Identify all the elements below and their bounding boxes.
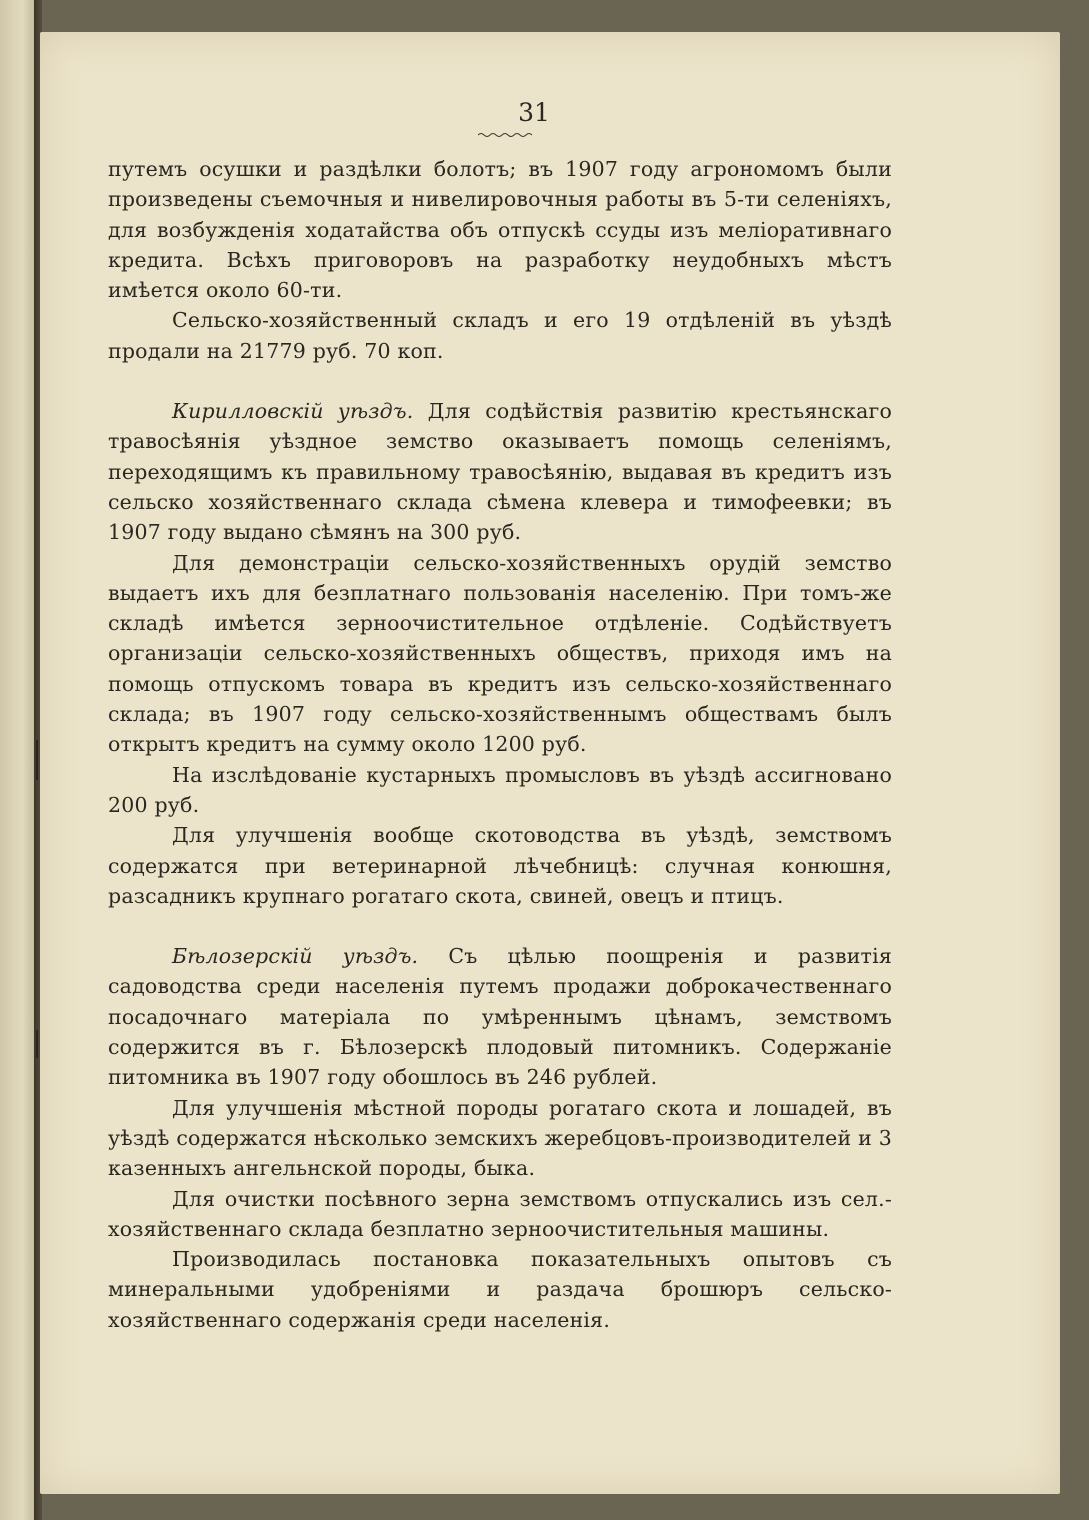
paragraph-text: На изслѣдованіе кустарныхъ промысловъ въ уѣздѣ ассигновано 200 руб. <box>108 762 892 817</box>
paragraph-text: Для улучшенія вообще скотоводства въ уѣздѣ, земствомъ содержатся при ветеринарной лѣчебницѣ: случная конюшня, разсадникъ крупнаго рогатаго скота, свиней, овецъ и птицъ. <box>108 823 892 908</box>
paragraph <box>108 1244 892 1335</box>
paragraph-text: Для очистки посѣвного зерна земствомъ отпускались изъ сел.-хозяйственнаго склада безплатно зерноочистительныя машины. <box>108 1186 892 1241</box>
paragraph <box>108 1184 892 1245</box>
paragraph-text: Для демонстраціи сельско-хозяйственныхъ орудій земство выдаетъ ихъ для безплатнаго пользованія населенію. При томъ-же складѣ имѣется зерноочистительное отдѣленіе. Содѣйствуетъ организаціи сельско-хозяйственныхъ обществъ, приходя имъ на помощь отпускомъ товара въ кредитъ изъ сельско-хозяйственнаго склада; въ 1907 году сельско-хозяйственнымъ обществамъ былъ открытъ кредитъ на сумму около 1200 руб. <box>108 550 892 757</box>
paragraph <box>108 941 892 1092</box>
margin-mark <box>36 1030 38 1058</box>
paragraph-text: Для улучшенія мѣстной породы рогатаго скота и лошадей, въ уѣздѣ содержатся нѣсколько земскихъ жеребцовъ-производителей и 3 казенныхъ ангельнской породы, быка. <box>108 1095 892 1181</box>
paragraph-text: Съ цѣлью поощренія и развитія садоводства среди населенія путемъ продажи доброкачественнаго посадочнаго матеріала по умѣреннымъ цѣнамъ, земствомъ содержится въ г. Бѣлозерскѣ плодовый питомникъ. Содержаніе питомника въ 1907 году обошлось въ 246 рублей. <box>108 944 892 1090</box>
district-heading: Бѣлозерскій уѣздъ. <box>172 944 419 969</box>
paragraph-text: Для содѣйствія развитію крестьянскаго травосѣянія уѣздное земство оказываетъ помощь селеніямъ, переходящимъ къ правильному травосѣянію, выдавая въ кредитъ изъ сельско хозяйственнаго склада сѣмена клевера и тимофеевки; въ 1907 году выдано сѣмянъ на 300 руб. <box>108 399 893 545</box>
district-heading: Кирилловскій уѣздъ. <box>172 399 414 424</box>
paragraph-text: путемъ осушки и раздѣлки болотъ; въ 1907 году агрономомъ были произведены съемочныя и нивелировочныя работы въ 5-ти селеніяхъ, для возбужденія ходатайства объ отпускѣ ссуды изъ меліоративнаго кредита. Всѣхъ приговоровъ на разработку неудобныхъ мѣстъ имѣется около 60-ти. <box>108 157 892 303</box>
paragraph <box>108 154 892 305</box>
book-page <box>40 32 1060 1494</box>
paragraph <box>108 396 892 547</box>
paragraph <box>108 760 892 821</box>
paragraph <box>108 305 892 366</box>
paragraph <box>108 548 892 760</box>
page-number: 31 <box>518 98 550 127</box>
paragraph-text: Производилась постановка показательныхъ опытовъ съ минеральными удобреніями и раздача брошюръ сельско-хозяйственнаго содержанія среди населенія. <box>108 1247 892 1332</box>
paragraph <box>108 820 892 911</box>
paragraph <box>108 1093 892 1184</box>
paragraph-text: Сельско-хозяйственный складъ и его 19 отдѣленій въ уѣздѣ продали на 21779 руб. 70 коп. <box>108 308 892 363</box>
body-text <box>108 154 892 1335</box>
page-number-ornament <box>478 132 532 138</box>
margin-mark <box>36 740 38 780</box>
